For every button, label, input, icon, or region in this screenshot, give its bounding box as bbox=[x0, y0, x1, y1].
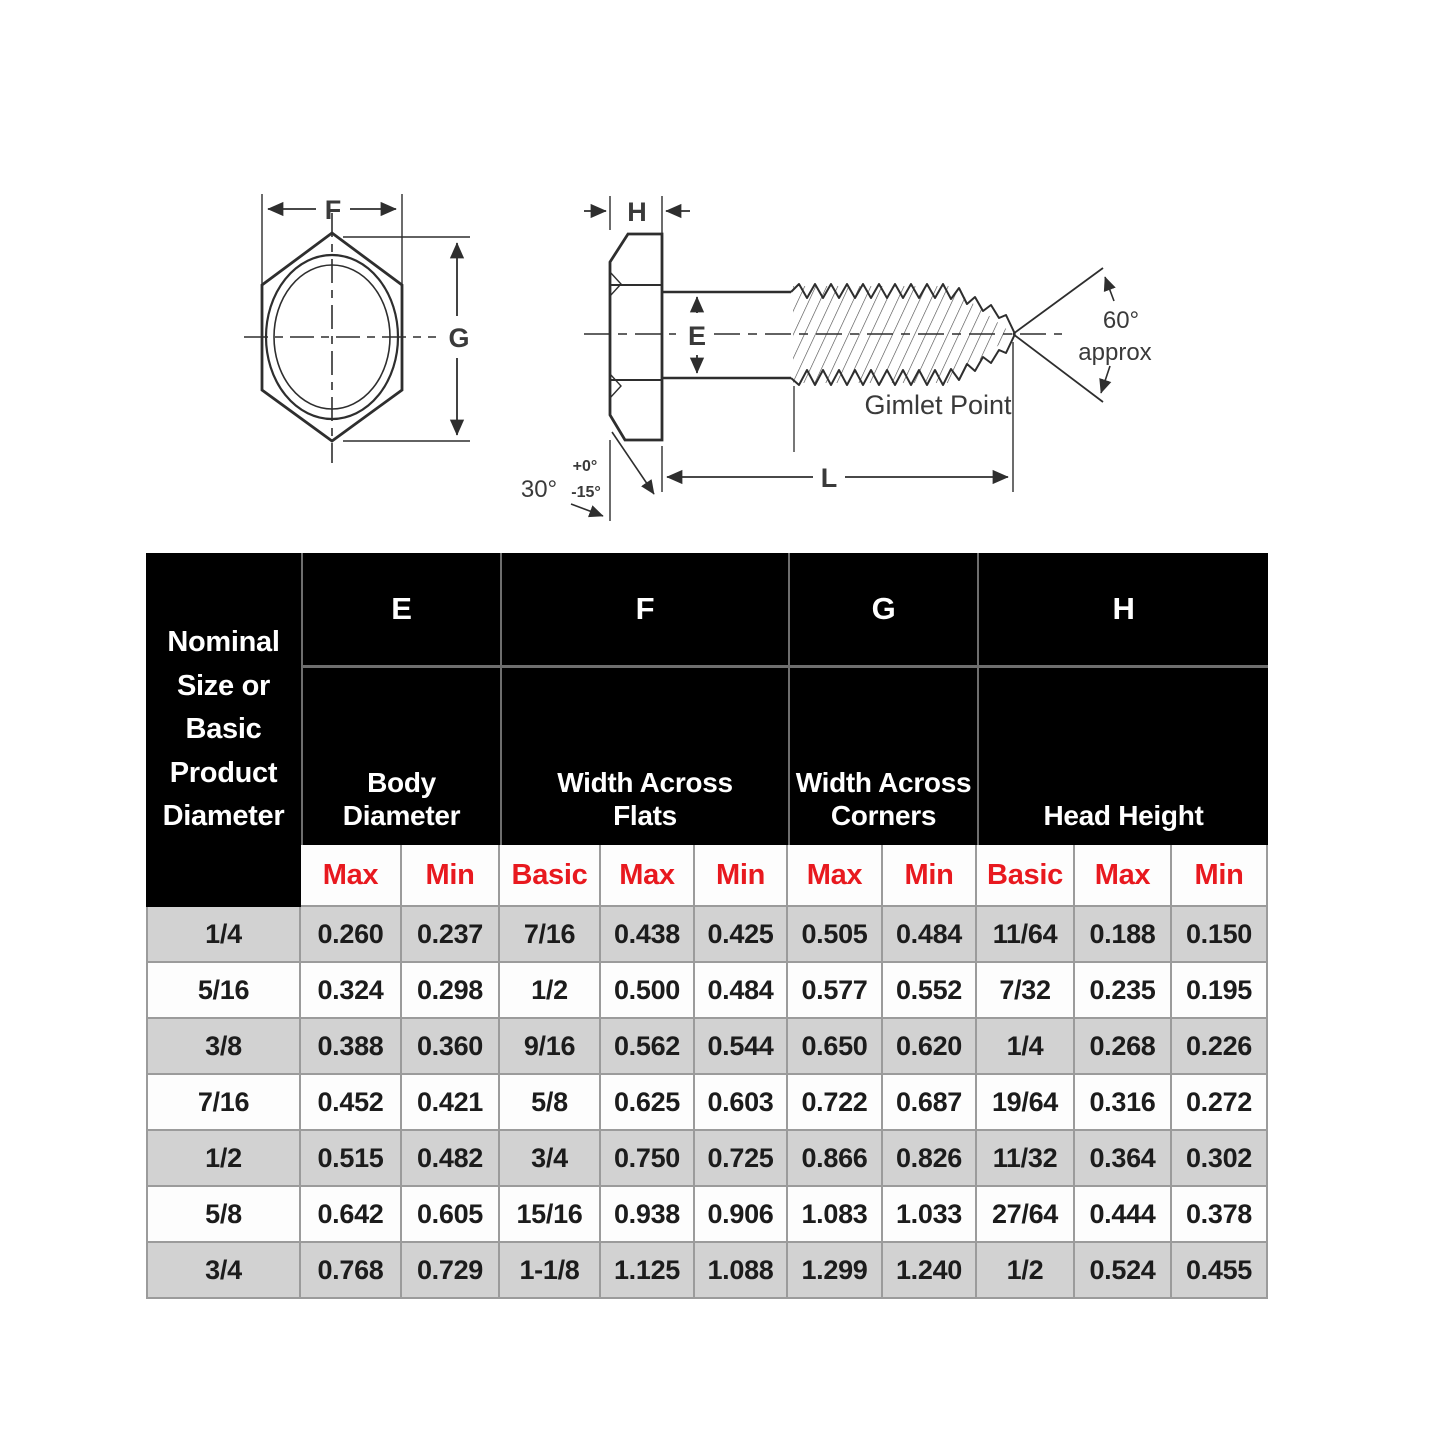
value-cell: 0.425 bbox=[695, 907, 788, 963]
l-dimension-label: L bbox=[820, 463, 838, 493]
spec-table bbox=[146, 553, 1268, 1299]
subheader-cell: Max bbox=[788, 845, 883, 907]
value-cell: 0.482 bbox=[402, 1131, 500, 1187]
value-cell: 0.324 bbox=[301, 963, 402, 1019]
value-cell: 5/8 bbox=[500, 1075, 601, 1131]
e-dimension-label: E bbox=[687, 321, 707, 351]
chamfer-tolerance-plus: +0° bbox=[572, 458, 598, 475]
h-dimension-label: H bbox=[627, 197, 647, 227]
value-cell: 1-1/8 bbox=[500, 1243, 601, 1299]
value-cell: 0.316 bbox=[1075, 1075, 1172, 1131]
value-cell: 1/4 bbox=[977, 1019, 1075, 1075]
subheader-cell: Min bbox=[1172, 845, 1268, 907]
table-row bbox=[146, 1187, 1268, 1243]
value-cell: 0.603 bbox=[695, 1075, 788, 1131]
gimlet-point-label: Gimlet Point bbox=[864, 390, 1012, 420]
value-cell: 0.272 bbox=[1172, 1075, 1268, 1131]
value-cell: 0.906 bbox=[695, 1187, 788, 1243]
value-cell: 0.452 bbox=[301, 1075, 402, 1131]
value-cell: 0.195 bbox=[1172, 963, 1268, 1019]
nominal-size-cell: 3/4 bbox=[146, 1243, 301, 1299]
chamfer-tolerance-minus: -15° bbox=[571, 484, 601, 501]
value-cell: 0.768 bbox=[301, 1243, 402, 1299]
table-row bbox=[146, 963, 1268, 1019]
value-cell: 0.150 bbox=[1172, 907, 1268, 963]
group-header-f: F bbox=[500, 553, 788, 668]
value-cell: 9/16 bbox=[500, 1019, 601, 1075]
group-desc-label: Head Height bbox=[1043, 799, 1204, 831]
value-cell: 0.687 bbox=[883, 1075, 977, 1131]
value-cell: 1/2 bbox=[500, 963, 601, 1019]
value-cell: 0.722 bbox=[788, 1075, 883, 1131]
value-cell: 15/16 bbox=[500, 1187, 601, 1243]
value-cell: 0.562 bbox=[601, 1019, 695, 1075]
value-cell: 1.083 bbox=[788, 1187, 883, 1243]
value-cell: 0.484 bbox=[695, 963, 788, 1019]
group-header-g: G bbox=[788, 553, 977, 668]
value-cell: 0.444 bbox=[1075, 1187, 1172, 1243]
value-cell: 1.125 bbox=[601, 1243, 695, 1299]
value-cell: 0.725 bbox=[695, 1131, 788, 1187]
point-angle-label: 60° bbox=[1102, 307, 1140, 334]
nominal-size-cell: 3/8 bbox=[146, 1019, 301, 1075]
table-row bbox=[146, 1075, 1268, 1131]
table-header bbox=[146, 553, 1268, 845]
value-cell: 0.226 bbox=[1172, 1019, 1268, 1075]
value-cell: 1.088 bbox=[695, 1243, 788, 1299]
group-desc-width-across-corners bbox=[788, 668, 977, 845]
value-cell: 0.544 bbox=[695, 1019, 788, 1075]
corner-header-label: Nominal Size or Basic Product Diameter bbox=[162, 626, 285, 833]
value-cell: 0.866 bbox=[788, 1131, 883, 1187]
value-cell: 0.421 bbox=[402, 1075, 500, 1131]
value-cell: 0.455 bbox=[1172, 1243, 1268, 1299]
value-cell: 0.260 bbox=[301, 907, 402, 963]
nominal-size-cell: 5/8 bbox=[146, 1187, 301, 1243]
value-cell: 7/16 bbox=[500, 907, 601, 963]
nominal-size-cell: 5/16 bbox=[146, 963, 301, 1019]
value-cell: 0.552 bbox=[883, 963, 977, 1019]
head-chamfer-callout bbox=[521, 432, 654, 521]
nominal-size-cell: 7/16 bbox=[146, 1075, 301, 1131]
value-cell: 19/64 bbox=[977, 1075, 1075, 1131]
value-cell: 11/32 bbox=[977, 1131, 1075, 1187]
value-cell: 11/64 bbox=[977, 907, 1075, 963]
chamfer-angle-label: 30° bbox=[520, 476, 558, 503]
value-cell: 0.577 bbox=[788, 963, 883, 1019]
subheader-cell: Basic bbox=[500, 845, 601, 907]
value-cell: 0.625 bbox=[601, 1075, 695, 1131]
group-desc-body-diameter bbox=[301, 668, 500, 845]
value-cell: 0.524 bbox=[1075, 1243, 1172, 1299]
value-cell: 1.299 bbox=[788, 1243, 883, 1299]
dimension-e bbox=[688, 297, 706, 373]
value-cell: 0.268 bbox=[1075, 1019, 1172, 1075]
value-cell: 0.826 bbox=[883, 1131, 977, 1187]
nominal-size-cell: 1/4 bbox=[146, 907, 301, 963]
subheader-cell: Basic bbox=[977, 845, 1075, 907]
value-cell: 0.729 bbox=[402, 1243, 500, 1299]
value-cell: 0.388 bbox=[301, 1019, 402, 1075]
value-cell: 0.237 bbox=[402, 907, 500, 963]
table-row bbox=[146, 1019, 1268, 1075]
technical-drawing bbox=[0, 0, 1445, 552]
value-cell: 0.938 bbox=[601, 1187, 695, 1243]
value-cell: 0.484 bbox=[883, 907, 977, 963]
table-row bbox=[146, 907, 1268, 963]
group-desc-label: Body Diameter bbox=[342, 766, 461, 831]
g-dimension-label: G bbox=[448, 323, 470, 353]
value-cell: 27/64 bbox=[977, 1187, 1075, 1243]
table-row bbox=[146, 1131, 1268, 1187]
spec-table-rows bbox=[146, 907, 1268, 1299]
f-dimension-label: F bbox=[324, 195, 342, 225]
value-cell: 0.650 bbox=[788, 1019, 883, 1075]
group-desc-label: Width Across Corners bbox=[795, 766, 972, 831]
hex-head-end-view bbox=[244, 213, 436, 463]
value-cell: 0.188 bbox=[1075, 907, 1172, 963]
value-cell: 0.364 bbox=[1075, 1131, 1172, 1187]
value-cell: 0.500 bbox=[601, 963, 695, 1019]
value-cell: 0.642 bbox=[301, 1187, 402, 1243]
subheader-cell: Max bbox=[601, 845, 695, 907]
value-cell: 3/4 bbox=[500, 1131, 601, 1187]
value-cell: 0.302 bbox=[1172, 1131, 1268, 1187]
value-cell: 1/2 bbox=[977, 1243, 1075, 1299]
value-cell: 0.750 bbox=[601, 1131, 695, 1187]
dimension-h bbox=[584, 196, 690, 248]
value-cell: 0.360 bbox=[402, 1019, 500, 1075]
value-cell: 0.235 bbox=[1075, 963, 1172, 1019]
subheader-cell: Min bbox=[695, 845, 788, 907]
subheader-row bbox=[146, 845, 1268, 907]
nominal-size-cell: 1/2 bbox=[146, 1131, 301, 1187]
point-angle-approx-label: approx bbox=[1078, 339, 1152, 366]
value-cell: 0.298 bbox=[402, 963, 500, 1019]
subheader-cell: Min bbox=[402, 845, 500, 907]
corner-header-cell bbox=[146, 553, 301, 907]
value-cell: 0.605 bbox=[402, 1187, 500, 1243]
value-cell: 0.505 bbox=[788, 907, 883, 963]
group-desc-label: Width Across Flats bbox=[557, 766, 733, 831]
subheader-cell: Min bbox=[883, 845, 977, 907]
value-cell: 0.515 bbox=[301, 1131, 402, 1187]
value-cell: 1.033 bbox=[883, 1187, 977, 1243]
value-cell: 7/32 bbox=[977, 963, 1075, 1019]
group-header-e: E bbox=[301, 553, 500, 668]
group-header-h: H bbox=[977, 553, 1268, 668]
value-cell: 0.378 bbox=[1172, 1187, 1268, 1243]
value-cell: 0.438 bbox=[601, 907, 695, 963]
value-cell: 0.620 bbox=[883, 1019, 977, 1075]
subheader-cell: Max bbox=[1075, 845, 1172, 907]
group-desc-width-across-flats bbox=[500, 668, 788, 845]
group-desc-head-height bbox=[977, 668, 1268, 845]
value-cell: 1.240 bbox=[883, 1243, 977, 1299]
subheader-cell: Max bbox=[301, 845, 402, 907]
point-angle-callout bbox=[1013, 268, 1152, 402]
table-row bbox=[146, 1243, 1268, 1299]
